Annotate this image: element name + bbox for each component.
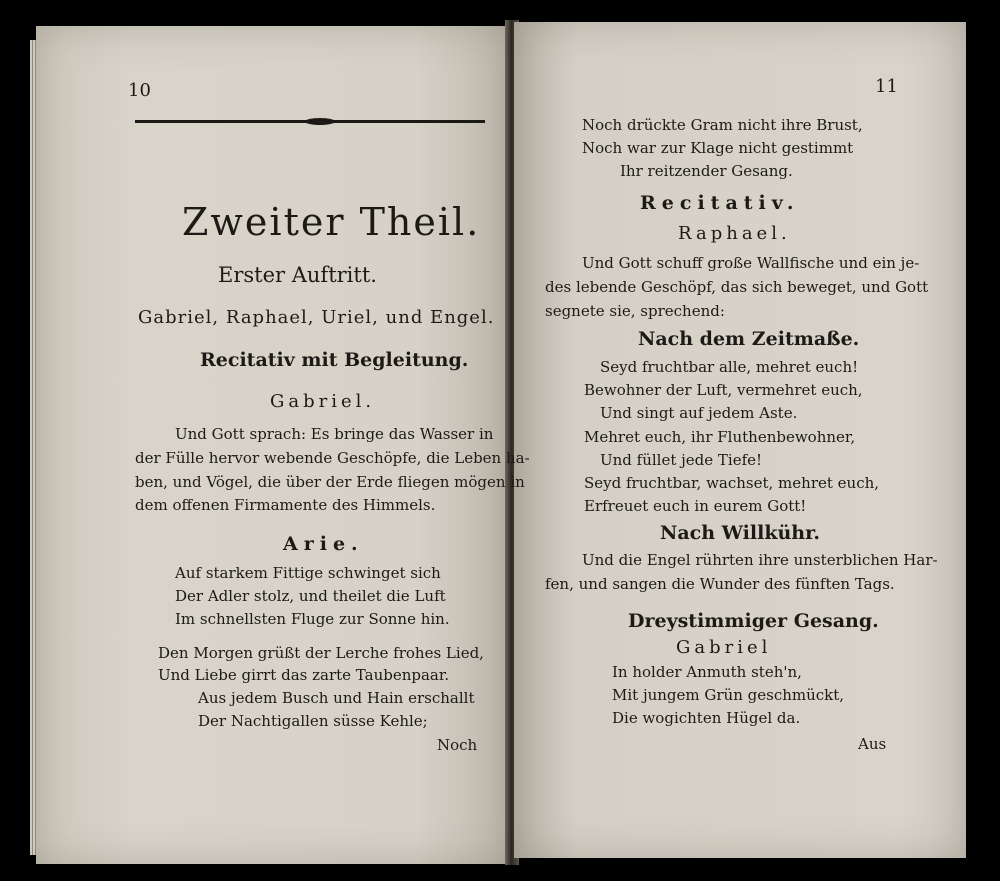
recitative-heading: Recitativ. [640, 192, 800, 214]
narration-line: Und die Engel rührten ihre unsterblichen Har- [582, 551, 938, 569]
narration-line: fen, und sangen die Wunder des fünften Tags. [545, 575, 895, 593]
prose-line: dem offenen Firmamente des Himmels. [135, 496, 436, 514]
prose-line: des lebende Geschöpf, das sich beweget, und Gott [545, 278, 929, 296]
tempo-heading: Nach dem Zeitmaße. [638, 328, 860, 350]
verse-line: Mehret euch, ihr Fluthenbewohner, [584, 428, 856, 446]
verse-line: Den Morgen grüßt der Lerche frohes Lied, [158, 644, 484, 662]
prose-line: Und Gott schuff große Wallfische und ein je- [582, 254, 920, 272]
catchword: Aus [858, 735, 887, 753]
verse-line: Aus jedem Busch und Hain erschallt [198, 689, 475, 707]
scene-heading: Erster Auftritt. [218, 263, 377, 287]
prose-line: Und Gott sprach: Es bringe das Wasser in [175, 425, 494, 443]
prose-line: der Fülle hervor webende Geschöpfe, die Leben ha- [135, 449, 530, 467]
verse-line: Seyd fruchtbar, wachset, mehret euch, [584, 474, 880, 492]
verse-line: Erfreuet euch in eurem Gott! [584, 497, 807, 515]
verse-line: Die wogichten Hügel da. [612, 709, 801, 727]
verse-line: In holder Anmuth steh'n, [612, 663, 802, 681]
ad-lib-heading: Nach Willkühr. [660, 522, 821, 544]
prose-line: segnete sie, sprechend: [545, 302, 725, 320]
aria-heading: Arie. [283, 533, 364, 555]
verse-line: Bewohner der Luft, vermehret euch, [584, 381, 863, 399]
verse-line: Noch drückte Gram nicht ihre Brust, [582, 116, 863, 134]
verse-line: Im schnellsten Fluge zur Sonne hin. [175, 610, 450, 628]
right-page-number: 11 [875, 76, 898, 97]
speaker-name: Raphael. [678, 223, 791, 244]
verse-line: Der Adler stolz, und theilet die Luft [175, 587, 446, 605]
left-page-number: 10 [128, 80, 151, 101]
verse-line: Auf starkem Fittige schwinget sich [175, 564, 441, 582]
prose-line: ben, und Vögel, die über der Erde fliegen mögen in [135, 473, 525, 491]
verse-line: Und singt auf jedem Aste. [600, 404, 798, 422]
verse-line: Und füllet jede Tiefe! [600, 451, 763, 469]
verse-line: Ihr reitzender Gesang. [620, 162, 793, 180]
verse-line: Und Liebe girrt das zarte Taubenpaar. [158, 666, 450, 684]
verse-line: Noch war zur Klage nicht gestimmt [582, 139, 854, 157]
verse-line: Der Nachtigallen süsse Kehle; [198, 712, 428, 730]
part-title: Zweiter Theil. [182, 200, 481, 244]
trio-speaker: Gabriel [676, 637, 772, 658]
verse-line: Mit jungem Grün geschmückt, [612, 686, 845, 704]
characters-list: Gabriel, Raphael, Uriel, und Engel. [138, 307, 495, 328]
recitative-heading: Recitativ mit Begleitung. [200, 349, 469, 371]
speaker-name: Gabriel. [270, 391, 376, 412]
verse-line: Seyd fruchtbar alle, mehret euch! [600, 358, 859, 376]
trio-heading: Dreystimmiger Gesang. [628, 610, 879, 632]
ornamental-rule [135, 120, 485, 123]
catchword: Noch [437, 736, 478, 754]
